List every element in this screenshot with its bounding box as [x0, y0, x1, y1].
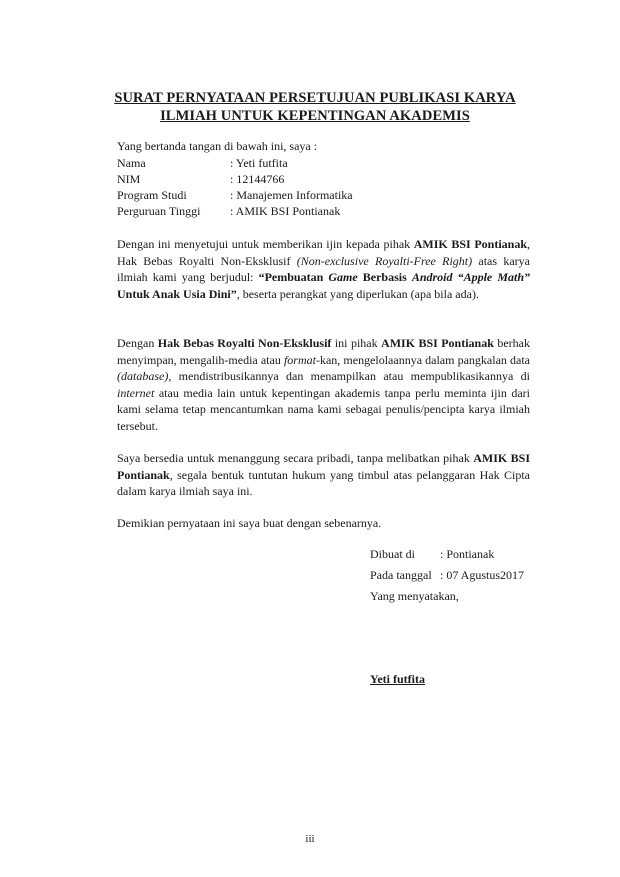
closing-text: Demikian pernyataan ini saya buat dengan sebenarnya.	[117, 516, 382, 530]
identity-value: : Yeti futfita	[230, 156, 288, 170]
identity-row-program	[117, 187, 353, 203]
identity-label: Nama	[117, 156, 146, 170]
identity-value: : 12144766	[230, 172, 285, 186]
document-title	[100, 89, 530, 125]
signer-name: Yeti futfita	[370, 672, 425, 686]
sign-date-row	[370, 567, 524, 583]
title-line-1: SURAT PERNYATAAN PERSETUJUAN PUBLIKASI KARYA	[114, 90, 516, 106]
sign-place-value: : Pontianak	[440, 547, 495, 561]
sign-place-row	[370, 546, 494, 562]
identity-label: Perguruan Tinggi	[117, 204, 201, 218]
paragraph-rights: Dengan Hak Bebas Royalti Non-Eksklusif ini pihak AMIK BSI Pontianak berhak menyimpan, mengalih-media atau format-kan, mengelolaannya dalam pangkalan data (database), mendistribusikannya dan menampilkan atau mempublikasikannya di internet atau media lain untuk kepentingan akademis tanpa perlu meminta ijin dari kami selama tetap mencantumkan nama kami sebagai penulis/pencipta karya ilmiah tersebut.	[117, 336, 530, 433]
identity-row-nim	[117, 171, 284, 187]
identity-row-institution	[117, 203, 340, 219]
paragraph-consent: Dengan ini menyetujui untuk memberikan ijin kepada pihak AMIK BSI Pontianak, Hak Bebas Royalti Non-Eksklusif (Non-exclusive Royalti-Free Right) atas karya ilmiah kami yang berjudul: “Pembuatan Game Berbasis Android “Apple Math” Untuk Anak Usia Dini”, beserta perangkat yang diperlukan (apa bila ada).	[117, 237, 530, 301]
identity-label: NIM	[117, 172, 141, 186]
title-line-2: ILMIAH UNTUK KEPENTINGAN AKADEMIS	[160, 108, 470, 124]
sign-date-label: Pada tanggal	[370, 568, 432, 582]
intro-text: Yang bertanda tangan di bawah ini, saya :	[117, 139, 318, 153]
identity-value: : AMIK BSI Pontianak	[230, 204, 341, 218]
sign-date-value: : 07 Agustus2017	[440, 568, 525, 582]
sign-statement: Yang menyatakan,	[370, 589, 459, 603]
identity-row-name	[117, 155, 288, 171]
identity-value: : Manajemen Informatika	[230, 188, 353, 202]
sign-place-label: Dibuat di	[370, 547, 415, 561]
page-number: iii	[305, 833, 315, 845]
paragraph-liability: Saya bersedia untuk menanggung secara pribadi, tanpa melibatkan pihak AMIK BSI Pontianak, segala bentuk tuntutan hukum yang timbul atas pelanggaran Hak Cipta dalam karya ilmiah saya ini.	[117, 451, 531, 499]
identity-label: Program Studi	[117, 188, 187, 202]
